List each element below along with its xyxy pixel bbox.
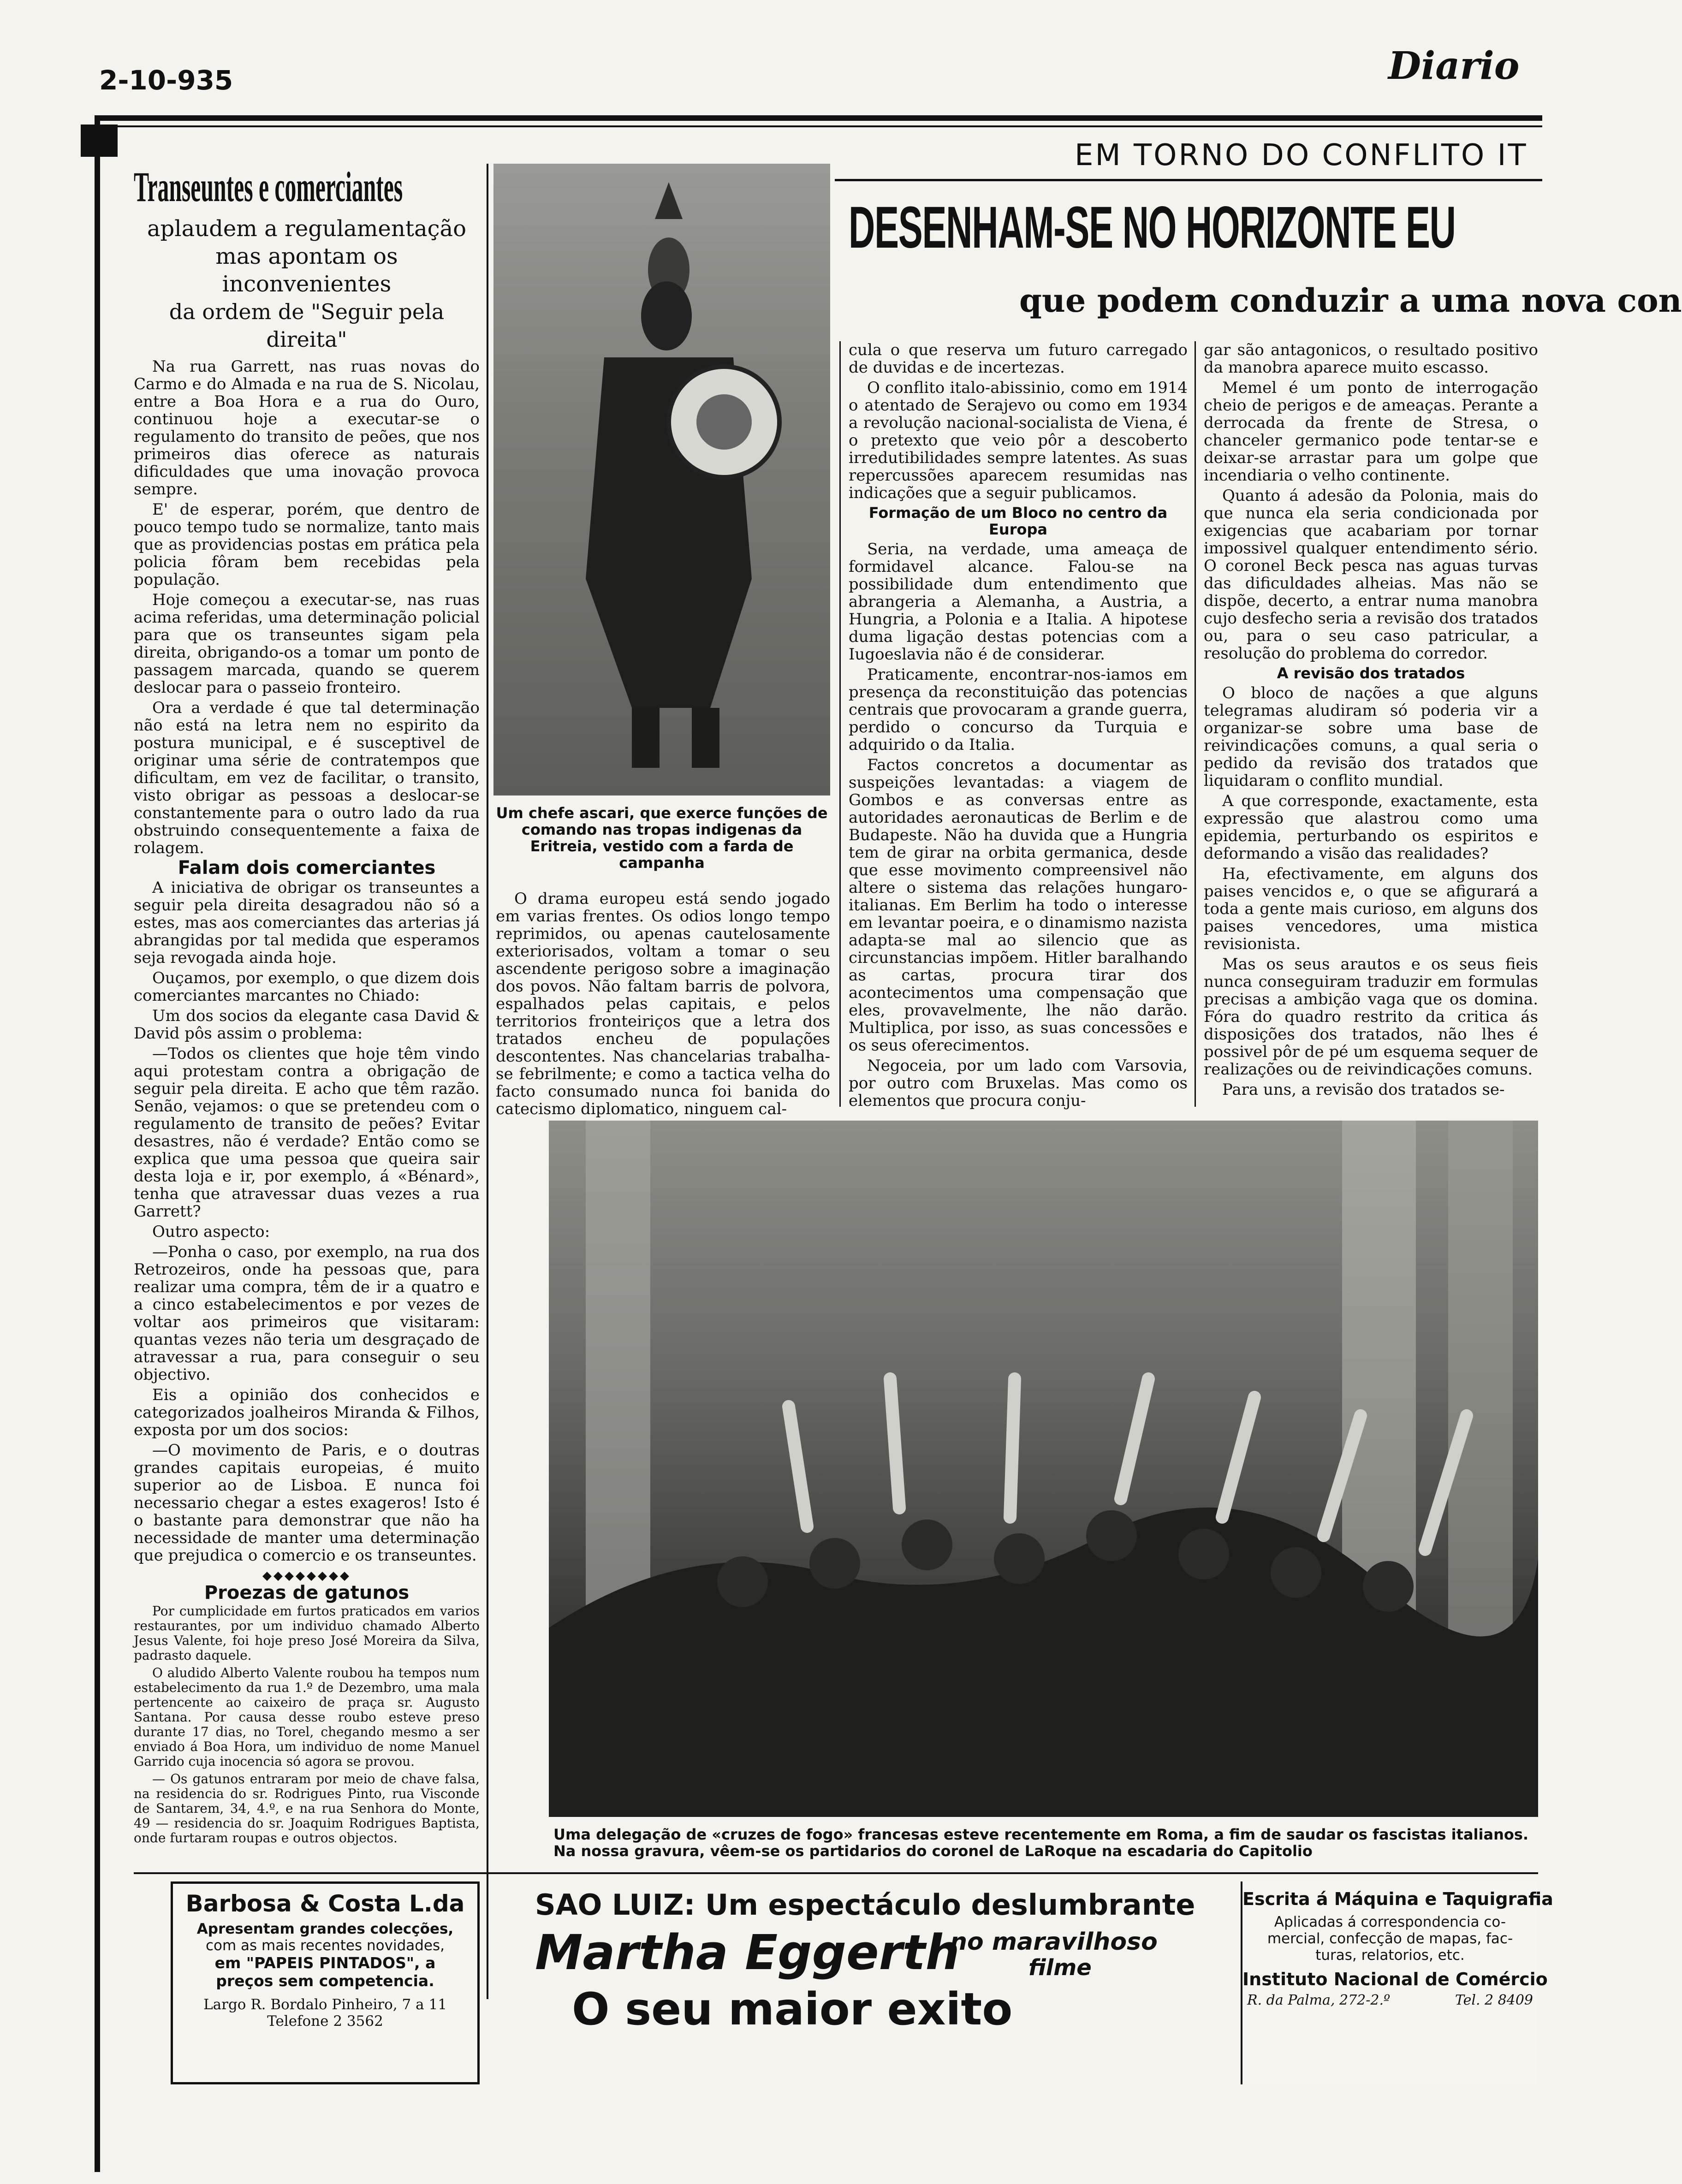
left-s2-p4: —Todos os clientes que hoje têm vindo aqui protestam contra a obrigação de seguir pela direita. E acho que têm razão. Senão, vejamos: o que se pretendeu com o regulamento de transito de peões? Evitar desastres, não é verdade? Então como se explica que uma pessoa que queira sair desta loja e ir, por exemplo, á «Bénard», tenha que atravessar duas vezes a rua Garrett? bbox=[134, 1045, 480, 1221]
escrita-institute: Instituto Nacional de Comércio bbox=[1242, 1969, 1548, 1989]
left-s2-p3: Um dos socios da elegante casa David & David pôs assim o problema: bbox=[134, 1007, 480, 1043]
ra-s-p2: Praticamente, encontrar-nos-iamos em presença da reconstituição das potencias centrais que provocaram a grande guerra, perdido o concurso da Turquia e adquirido o da Italia. bbox=[849, 665, 1188, 754]
barbosa-line4: preços sem competencia. bbox=[216, 1972, 434, 1990]
masthead-title: Diario bbox=[1388, 44, 1520, 88]
escrita-line2: mercial, confecção de mapas, fac- bbox=[1267, 1930, 1513, 1947]
escrita-line3: turas, relatorios, etc. bbox=[1315, 1947, 1465, 1964]
chief-figure-illustration bbox=[493, 164, 830, 795]
left-article bbox=[134, 161, 480, 1997]
photo1-caption: Um chefe ascari, que exerce funções de comando nas tropas indigenas da Eritreia, vestido com a farda de campanha bbox=[496, 804, 828, 872]
photo-delegation bbox=[549, 1121, 1538, 1817]
left-s2-p1: A iniciativa de obrigar os transeuntes a seguir pela direita desagradou não só a estes, mas aos comerciantes das arterias já abrangidas por tal medida que esperamos seja revogada ainda hoje. bbox=[134, 878, 480, 967]
left-s3-p2: O aludido Alberto Valente roubou ha tempos num estabelecimento da rua 1.º de Dezembro, uma mala pertencente ao caixeiro de praça sr. Augusto Santana. Por causa desse roubo esteve preso durante 17 dias, no Torel, chegando mesmo a ser enviado á Boa Hora, um individuo de nome Manuel Garrido cuja inocencia só agora se provou. bbox=[134, 1665, 480, 1769]
rb-p2: Memel é um ponto de interrogação cheio de perigos e de ameaças. Perante a derrocada da frente de Stresa, o chanceler germanico pode tentar-se e deixar-se arrastar para um golpe que incendiaria o velho continente. bbox=[1204, 379, 1538, 485]
left-s2-p2: Ouçamos, por exemplo, o que dizem dois comerciantes marcantes no Chiado: bbox=[134, 969, 480, 1005]
banner-headline: DESENHAM-SE NO HORIZONTE EU bbox=[849, 195, 1456, 261]
ads-top-rule bbox=[134, 1872, 1538, 1874]
rb-section-title: A revisão dos tratados bbox=[1277, 665, 1465, 682]
barbosa-line3: em "PAPEIS PINTADOS", a bbox=[214, 1954, 436, 1972]
left-p3: Hoje começou a executar-se, nas ruas acima referidas, uma determinação policial para que os transeuntes sigam pela direita, obrigando-os a tomar um ponto de passagem marcada, quando se querem deslocar para o passeio fronteiro. bbox=[134, 591, 480, 697]
col-rule-3 bbox=[1195, 341, 1196, 1107]
escrita-phone: Tel. 2 8409 bbox=[1455, 1992, 1533, 2008]
banner-underline bbox=[835, 179, 1542, 181]
right-column-a bbox=[849, 341, 1188, 1110]
top-rule-thin bbox=[95, 125, 1542, 127]
ad-barbosa-costa bbox=[171, 1881, 480, 2084]
barbosa-line1: Apresentam grandes colecções, bbox=[196, 1921, 454, 1937]
left-border-block bbox=[81, 125, 118, 157]
ad-escrita bbox=[1241, 1881, 1553, 2084]
rb-s-p1: O bloco de nações a que alguns telegramas aludiram só poderia vir a organizar-se sobre uma base de reivindicações comuns, a qual seria o pedido da revisão dos tratados que liquidaram o conflito mundial. bbox=[1204, 684, 1538, 790]
left-article-subtitle3: da ordem de "Seguir pela direita" bbox=[169, 299, 445, 352]
rb-s-p4: Mas os seus arautos e os seus fieis nunca conseguiram traduzir em formulas precisas a ambição vaga que os domina. Fóra do quadro restrito da critica ás disposições dos tratados, não lhes é possivel pôr de pé um esquema sequer de realizações ou de reivindicações comuns. bbox=[1204, 955, 1538, 1079]
ra-s-p3: Factos concretos a documentar as suspeições levantadas: a viagem de Gombos e as conversas entre as autoridades aeronauticas de Berlim e de Budapeste. Não ha duvida que a Hungria tem de girar na orbita germanica, desde que esse movimento compreensivel não altere o sistema das relações hungaro-italianas. Em Berlim ha todo o interesse em levantar poeira, e o dinamismo nazista adapta-se mal ao silencio que as circunstancias impõem. Hitler baralhando as cartas, procura tirar dos acontecimentos uma compensação que eles, provavelmente, lhe não darão. Multiplica, por isso, as suas concessões e os seus oferecimentos. bbox=[849, 756, 1188, 1055]
escrita-line1: Aplicadas á correspondencia co- bbox=[1274, 1914, 1506, 1930]
left-s2-p6: —Ponha o caso, por exemplo, na rua dos Retrozeiros, onde ha pessoas que, para realizar uma compra, têm de ir a quatro e a cinco estabelecimentos e por vezes de voltar aos primeiros que visitaram: quantas vezes não teria um desgraçado de atravessar a rua, para conseguir o seu objectivo. bbox=[134, 1243, 480, 1384]
ra-s-p4: Negoceia, por um lado com Varsovia, por outro com Bruxelas. Mas como os elementos que procura conju- bbox=[849, 1056, 1188, 1110]
left-p1: Na rua Garrett, nas ruas novas do Carmo e do Almada e na rua de S. Nicolau, entre a Boa Hora e a rua do Ouro, continuou hoje a executar-se o regulamento do transito de peões, que nos primeiros dias oferece as naturais dificuldades que uma inovação provoca sempre. bbox=[134, 357, 480, 499]
left-s3-p3: — Os gatunos entraram por meio de chave falsa, na residencia do sr. Rodrigues Pinto, rua Visconde de Santarem, 34, 4.º, e na rua Senhora do Monte, 49 — residencia do sr. Joaquim Rodrigues Baptista, onde furtaram roupas e outros objectos. bbox=[134, 1771, 480, 1846]
middle-p1: O drama europeu está sendo jogado em varias frentes. Os odios longo tempo reprimidos, ou apenas cautelosamente exteriorisados, voltam a tomar o seu ascendente perigoso sobre a imaginação dos povos. Não faltam barris de polvora, espalhados pelas capitais, e pelos territorios fronteiriços que a letra dos tratados encheu de populações descontentes. Nas chancelarias trabalha-se febrilmente; e como a tactica velha do facto consumado nunca foi banida do catecismo diplomatico, ninguem cal- bbox=[496, 890, 830, 1118]
photo2-caption: Uma delegação de «cruzes de fogo» francesas esteve recentemente em Roma, a fim de saudar os fascistas italianos. Na nossa gravura, vêem-se os partidarios do coronel de LaRoque na escadaria do Capitolio bbox=[553, 1826, 1529, 1860]
escrita-title: Escrita á Máquina e Taquigrafia bbox=[1242, 1889, 1553, 1909]
barbosa-address: Largo R. Bordalo Pinheiro, 7 a 11 bbox=[203, 1996, 447, 2013]
escrita-address: R. da Palma, 272-2.º bbox=[1247, 1992, 1391, 2008]
barbosa-name: Barbosa & Costa L.da bbox=[185, 1890, 465, 1917]
left-border bbox=[95, 115, 100, 2172]
ra-p2: O conflito italo-abissinio, como em 1914 o atentado de Serajevo ou como em 1934 a revolução nacional-socialista de Viena, é o pretexto que veio pôr a descoberto irredutibilidades sempre latentes. As suas repercussões aparecem resumidas nas indicações que a seguir publicamos. bbox=[849, 379, 1188, 502]
left-section2-title: Falam dois comerciantes bbox=[178, 857, 436, 878]
left-section3-title: Proezas de gatunos bbox=[204, 1582, 410, 1603]
rb-p1: gar são antagonicos, o resultado positivo da manobra aparece muito escasso. bbox=[1204, 341, 1538, 377]
left-s2-p5: Outro aspecto: bbox=[152, 1223, 270, 1241]
left-p4: Ora a verdade é que tal determinação não está na letra nem no espirito da postura municipal, e é susceptivel de originar uma série de contratempos que dificultam, em vez de facilitar, o transito, visto obrigar as pessoas a deslocar-se constantemente para o outro lado da rua obstruindo consequentemente a faixa de rolagem. bbox=[134, 699, 480, 857]
left-article-subtitle1: aplaudem a regulamentação bbox=[147, 216, 467, 242]
ad-sao-luiz bbox=[526, 1881, 1195, 2084]
ornament-divider: ◆◆◆◆◆◆◆◆ bbox=[262, 1569, 351, 1583]
banner-kicker: EM TORNO DO CONFLITO IT bbox=[1075, 138, 1528, 172]
banner-subheadline: que podem conduzir a uma nova con bbox=[1019, 281, 1682, 320]
saoluiz-film1: no maravilhoso bbox=[950, 1928, 1158, 1956]
delegation-illustration bbox=[549, 1121, 1538, 1817]
left-s2-p8: —O movimento de Paris, e o doutras grandes capitais europeias, é muito superior ao de Lisboa. E nunca foi necessario chegar a estes exageros! Isto é o bastante para demonstrar que não ha necessidade de manter uma determinação que prejudica o comercio e os transeuntes. bbox=[134, 1441, 480, 1565]
left-s2-p7: Eis a opinião dos conhecidos e categorizados joalheiros Miranda & Filhos, exposta por um dos socios: bbox=[134, 1386, 480, 1439]
photo-eritrean-chief bbox=[493, 164, 830, 795]
top-rule bbox=[95, 115, 1542, 121]
saoluiz-line1: SAO LUIZ: Um espectáculo deslumbrante bbox=[535, 1888, 1195, 1922]
col-rule-2 bbox=[839, 341, 841, 1107]
rb-s-p5: Para uns, a revisão dos tratados se- bbox=[1222, 1080, 1505, 1099]
saoluiz-star: Martha Eggerth bbox=[535, 1924, 960, 1981]
ra-section-title: Formação de um Bloco no centro da Europa bbox=[868, 504, 1168, 538]
left-article-title: Transeuntes e comerciantes bbox=[134, 163, 403, 210]
rb-s-p2: A que corresponde, exactamente, esta expressão que alastrou como uma epidemia, perturbando os espiritos e deformando a visão das realidades? bbox=[1204, 792, 1538, 863]
barbosa-phone: Telefone 2 3562 bbox=[267, 2013, 383, 2030]
middle-column bbox=[496, 890, 830, 1118]
masthead-date: 2-10-935 bbox=[99, 65, 233, 96]
ra-p1: cula o que reserva um futuro carregado de duvidas e de incertezas. bbox=[849, 341, 1188, 377]
saoluiz-tagline: O seu maior exito bbox=[572, 1983, 1013, 2035]
right-column-b bbox=[1204, 341, 1538, 1107]
left-p2: E' de esperar, porém, que dentro de pouco tempo tudo se normalize, tanto mais que as providencias postas em prática pela policia fôram bem recebidas pela população. bbox=[134, 500, 480, 589]
saoluiz-film2: filme bbox=[1028, 1955, 1092, 1981]
col-rule-1 bbox=[487, 164, 488, 1999]
ra-s-p1: Seria, na verdade, uma ameaça de formidavel alcance. Falou-se na possibilidade dum entendimento que abrangeria a Alemanha, a Austria, a Hungria, a Polonia e a Italia. A hipotese duma ligação destas potencias com a Iugoeslavia não é de considerar. bbox=[849, 540, 1188, 664]
rb-p3: Quanto á adesão da Polonia, mais do que nunca ela seria condicionada por exigencias que acabariam por tornar impossivel qualquer entendimento sério. O coronel Beck pesca nas aguas turvas das dificuldades alheias. Mas não se dispõe, decerto, a entrar numa manobra cujo desfecho seria a revisão dos tratados ou, para o seu caso patricular, a resolução do problema do corredor. bbox=[1204, 487, 1538, 663]
left-s3-p1: Por cumplicidade em furtos praticados em varios restaurantes, por um individuo chamado Alberto Jesus Valente, foi hoje preso José Moreira da Silva, padrasto daquele. bbox=[134, 1603, 480, 1663]
barbosa-line2: com as mais recentes novidades, bbox=[205, 1937, 445, 1954]
rb-s-p3: Ha, efectivamente, em alguns dos paises vencidos e, o que se afigurará a toda a gente mais curioso, em alguns dos paises vencedores, uma mistica revisionista. bbox=[1204, 865, 1538, 953]
left-article-subtitle2: mas apontam os inconvenientes bbox=[215, 243, 398, 297]
